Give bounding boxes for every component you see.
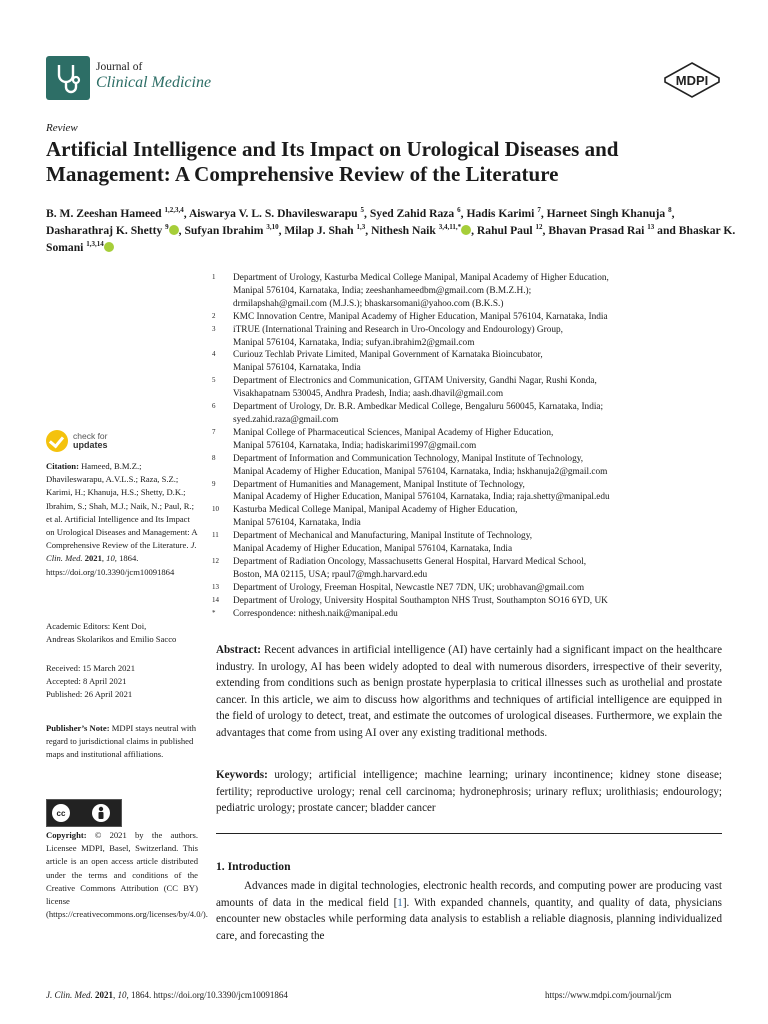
affiliation-text: Manipal College of Pharmaceutical Sciences, Manipal Academy of Higher Education, Manipal 576104, Karnataka, India; hadiskarimi1997@gmail.com	[233, 427, 554, 451]
author-affiliation-ref: 13	[647, 223, 655, 232]
citation-text: Hameed, B.M.Z.; Dhavileswarapu, A.V.L.S.; Raza, S.Z.; Karimi, H.; Khanuja, H.S.; Shetty, D.K.; Ibrahim, S.; Shah, M.J.; Naik, N.; Paul, R.; et al. Artificial Intelligence and Its Impact on Urological Diseases and Management: A Comprehensive Review of the Literature.	[46, 461, 198, 551]
check-updates-line1: check for	[73, 431, 108, 441]
affiliation-item	[212, 401, 732, 427]
check-updates-text	[73, 432, 108, 450]
footer-year: 2021	[95, 990, 113, 1000]
author-list: B. M. Zeeshan Hameed $^{1,2,3,4}$, Aiswarya V. L. S. Dhavileswarapu $^5$, Syed Zahid Raza $^6$, Hadis Karimi $^7$, Harneet Singh Khanuja $^8$, Dasharathraj K. Shetty $^9$ , Sufyan Ibrahim $^{3,10}$, Milap J. Shah $^{1,3}$, Nithesh Naik $^{3,4,11,*}$ , Rahul Paul $^{12}$, Bhavan Prasad Rai $^{13}$ and Bhaskar K. Somani $^{1,3,14}$	[46, 206, 736, 254]
copyright-notice	[46, 829, 208, 921]
author-name[interactable]: Harneet Singh Khanuja	[546, 207, 666, 220]
author-affiliation-ref: 1,2,3,4	[164, 206, 184, 215]
citation-journal: J. Clin. Med.	[46, 540, 197, 564]
affiliation-item	[212, 556, 732, 582]
copyright-text: © 2021 by the authors. Licensee MDPI, Basel, Switzerland. This article is an open access article distributed under the terms and conditions of the Creative Commons Attribution (CC BY) license (https://creativecommons.org/licenses/by/4.0/).	[46, 830, 208, 920]
check-for-updates-button[interactable]	[46, 428, 146, 454]
orcid-icon[interactable]	[461, 225, 471, 235]
footer-doi[interactable]: , 1864. https://doi.org/10.3390/jcm10091864	[126, 990, 288, 1000]
author-name[interactable]: Dasharathraj K. Shetty	[46, 224, 163, 237]
author-name[interactable]: Hadis Karimi	[466, 207, 535, 220]
orcid-icon[interactable]	[169, 225, 179, 235]
affiliation-number: 9	[212, 479, 216, 488]
affiliation-list	[212, 272, 732, 620]
affiliation-text: Department of Urology, Kasturba Medical College Manipal, Manipal Academy of Higher Education, Manipal 576104, Karnataka, India; zeeshanhameedbm@gmail.com (B.M.Z.H.); drmilapshah@gmail.com (M.J.S.); bhaskarsomani@yahoo.com (B.K.S.)	[233, 273, 609, 309]
abstract-label: Abstract:	[216, 644, 261, 656]
abstract-text: Recent advances in artificial intelligence (AI) have certainly had a significant impact on the healthcare industry. In urology, AI has been widely adopted to deal with numerous disorders, irrespective of their severity, extending from conditions such as benign prostate hyperplasia to critical illnesses such as urothelial and prostate cancer. In this article, we aim to discuss how algorithms and techniques of artificial intelligence are equipped in the field of urology to detect, treat, and estimate the outcomes of urological diseases. Furthermore, we explain the advantages that come from using AI over any existing traditional methods.	[216, 644, 722, 739]
abstract	[216, 642, 722, 742]
received-date: Received: 15 March 2021	[46, 663, 136, 673]
section-divider	[216, 833, 722, 834]
author-name[interactable]: Nithesh Naik	[371, 224, 436, 237]
affiliation-text: Department of Urology, Dr. B.R. Ambedkar Medical College, Bengaluru 560045, Karnataka, India; syed.zahid.raza@gmail.com	[233, 402, 604, 425]
journal-name	[96, 61, 211, 92]
affiliation-number: 8	[212, 453, 216, 462]
author-affiliation-ref: 3,4,11,*	[438, 223, 462, 232]
affiliation-item	[212, 453, 732, 479]
page-title: Artificial Intelligence and Its Impact on Urological Diseases and Management: A Comprehensive Review of the Literature	[46, 137, 619, 186]
affiliation-item	[212, 595, 732, 608]
stethoscope-icon	[51, 61, 85, 95]
publisher-logo-text: MDPI	[675, 73, 709, 88]
reference-link[interactable]: 1	[397, 896, 403, 909]
footer-journal: J. Clin. Med.	[46, 990, 93, 1000]
affiliation-number: 7	[212, 427, 216, 436]
author-name[interactable]: Milap J. Shah	[284, 224, 354, 237]
author-affiliation-ref: 8	[668, 206, 672, 215]
author-name[interactable]: Bhaskar K. Somani	[46, 224, 736, 254]
affiliation-text: Department of Electronics and Communication, GITAM University, Gandhi Nagar, Rushi Konda, Visakhapatnam 530045, Andhra Pradesh, India; aash.dhavil@gmail.com	[233, 376, 597, 400]
affiliation-number: 4	[212, 350, 216, 359]
check-updates-line2: updates	[73, 440, 108, 450]
published-date: Published: 26 April 2021	[46, 689, 133, 700]
affiliation-text: Department of Mechanical and Manufacturing, Manipal Institute of Technology, Manipal Academy of Higher Education, Manipal 576104, Karnataka, India	[233, 531, 533, 555]
affiliation-number: 6	[212, 402, 216, 411]
citation-block: Citation: Hameed, B.M.Z.; Dhavileswarapu, A.V.L.S.; Raza, S.Z.; Karimi, H.; Khanuja, H.S.; Shetty, D.K.; Ibrahim, S.; Shah, M.J.; Naik, N.; Paul, R.; et al. Artificial Intelligence and Its Impact on Urological Diseases and Management: A Comprehensive Review of the Literature. J. Clin. Med. 2021, 10, 1864. https://doi.org/10.3390/jcm10091864	[46, 461, 198, 577]
journal-logo-icon	[46, 56, 90, 100]
affiliation-item	[212, 349, 732, 375]
affiliation-number: 2	[212, 311, 216, 320]
affiliation-text: Department of Urology, Freeman Hospital, Newcastle NE7 7DN, UK; urobhavan@gmail.com	[233, 582, 585, 593]
affiliation-item	[212, 272, 732, 311]
section-heading: 1. Introduction	[216, 860, 291, 873]
affiliation-number: 14	[212, 595, 219, 604]
author-affiliation-ref: 9	[165, 223, 169, 232]
author-affiliation-ref: 6	[457, 206, 461, 215]
affiliation-number: 12	[212, 556, 219, 565]
affiliation-text: Department of Information and Communication Technology, Manipal Institute of Technology, Manipal Academy of Higher Education, Manipal 576104, Karnataka, India; hskhanuja2@gmail.com	[233, 453, 608, 477]
affiliation-number: 5	[212, 376, 216, 385]
author-name[interactable]: Sufyan Ibrahim	[184, 224, 264, 237]
author-affiliation-ref: 1,3	[356, 223, 366, 232]
author-affiliation-ref: 1,3,14	[86, 240, 104, 249]
citation-year: 2021	[84, 553, 102, 564]
affiliation-text: KMC Innovation Centre, Manipal Academy of Higher Education, Manipal 576104, Karnataka, India	[233, 311, 608, 322]
keywords	[216, 767, 722, 817]
citation-pages: , 1864.	[114, 553, 139, 564]
author-affiliation-ref: 7	[537, 206, 541, 215]
journal-name-line1: Journal of	[96, 61, 143, 73]
editors-line1: Academic Editors: Kent Doi,	[46, 621, 147, 631]
academic-editors	[46, 620, 198, 646]
affiliation-item	[212, 311, 732, 324]
keywords-label: Keywords:	[216, 769, 268, 781]
publisher-note-text: MDPI stays neutral with regard to jurisdictional claims in published maps and institutional affiliations.	[46, 723, 196, 760]
affiliation-number: 10	[212, 505, 219, 514]
affiliation-item	[212, 375, 732, 401]
author-name[interactable]: B. M. Zeeshan Hameed	[46, 207, 162, 220]
accepted-date: Accepted: 8 April 2021	[46, 676, 127, 687]
cc-by-license-badge[interactable]	[46, 799, 122, 827]
mdpi-logo-icon	[663, 62, 721, 98]
article-type: Review	[46, 122, 78, 134]
intro-text-start: Advances made in digital technologies, electronic health records, and computing power are producing vast amounts of data in the medical field [	[216, 880, 722, 909]
creative-commons-icon: cc	[52, 804, 70, 822]
author-name[interactable]: Bhavan Prasad Rai	[548, 224, 645, 237]
affiliation-text: iTRUE (International Training and Research in Uro-Oncology and Endourology) Group, Manipal 576104, Karnataka, India; sufyan.ibrahim2@gmail.com	[233, 324, 563, 348]
citation-doi-link[interactable]: https://doi.org/10.3390/jcm10091864	[46, 566, 175, 577]
affiliation-item	[212, 479, 732, 505]
affiliation-number: 3	[212, 324, 216, 333]
affiliation-text: Department of Urology, University Hospital Southampton NHS Trust, Southampton SO16 6YD, UK	[233, 595, 608, 606]
copyright-label: Copyright:	[46, 830, 87, 840]
publisher-note	[46, 722, 198, 762]
introduction-paragraph	[216, 878, 722, 944]
affiliation-text: Department of Humanities and Management, Manipal Institute of Technology, Manipal Academy of Higher Education, Manipal 576104, Karnataka, India; raja.shetty@manipal.edu	[233, 479, 610, 503]
affiliation-item	[212, 608, 732, 621]
affiliation-text: Kasturba Medical College Manipal, Manipal Academy of Higher Education, Manipal 576104, Karnataka, India	[233, 505, 518, 529]
affiliation-text: Correspondence: nithesh.naik@manipal.edu	[233, 608, 398, 619]
affiliation-text: Department of Radiation Oncology, Massachusetts General Hospital, Harvard Medical School, Boston, MA 02115, USA; rpaul7@mgh.harvard.edu	[233, 556, 587, 580]
orcid-icon[interactable]	[104, 242, 114, 252]
intro-text-end: ]. With expanded channels, quantity, and quality of data, physicians encounter new obstacles while performing data analysis to establish a reliable diagnosis, planning individualized care, and forecasting the	[216, 896, 722, 942]
affiliation-item	[212, 582, 732, 595]
journal-name-line2: Clinical Medicine	[96, 74, 212, 91]
affiliation-item	[212, 504, 732, 530]
affiliation-item	[212, 530, 732, 556]
author-affiliation-ref: 5	[360, 206, 365, 215]
citation-volume: 10	[106, 553, 115, 564]
affiliation-number: *	[212, 608, 216, 617]
keywords-text: urology; artificial intelligence; machine learning; urinary incontinence; kidney stone disease; fertility; reproductive urology; renal cell carcinoma; hydronephrosis; urinary reflux; urolithiasis; endourology; pediatric urology; prostate cancer; bladder cancer	[216, 769, 722, 815]
footer-volume: 10	[117, 990, 127, 1000]
publisher-note-label: Publisher’s Note:	[46, 723, 110, 733]
footer-journal-url[interactable]: https://www.mdpi.com/journal/jcm	[545, 990, 672, 1000]
author-affiliation-ref: 12	[535, 223, 543, 232]
authors-conjunction: and	[657, 224, 676, 237]
affiliation-number: 13	[212, 582, 219, 591]
affiliation-number: 11	[212, 531, 219, 540]
attribution-person-icon	[92, 804, 110, 822]
editors-line2: Andreas Skolarikos and Emilio Sacco	[46, 634, 177, 645]
article-dates	[46, 662, 198, 702]
checkmark-icon	[46, 430, 68, 452]
author-name[interactable]: Rahul Paul	[476, 224, 533, 237]
author-name[interactable]: Aiswarya V. L. S. Dhavileswarapu	[188, 207, 358, 220]
citation-label: Citation:	[46, 461, 79, 471]
footer-citation: J. Clin. Med. 2021, 10, 1864. https://doi.org/10.3390/jcm10091864	[46, 990, 288, 1000]
affiliation-item	[212, 324, 732, 350]
affiliation-item	[212, 427, 732, 453]
affiliation-text: Curiouz Techlab Private Limited, Manipal Government of Karnataka Bioincubator, Manipal 576104, Karnataka, India	[233, 350, 543, 374]
author-name[interactable]: Syed Zahid Raza	[369, 207, 455, 220]
affiliation-number: 1	[212, 273, 216, 281]
author-affiliation-ref: 3,10	[266, 223, 279, 232]
